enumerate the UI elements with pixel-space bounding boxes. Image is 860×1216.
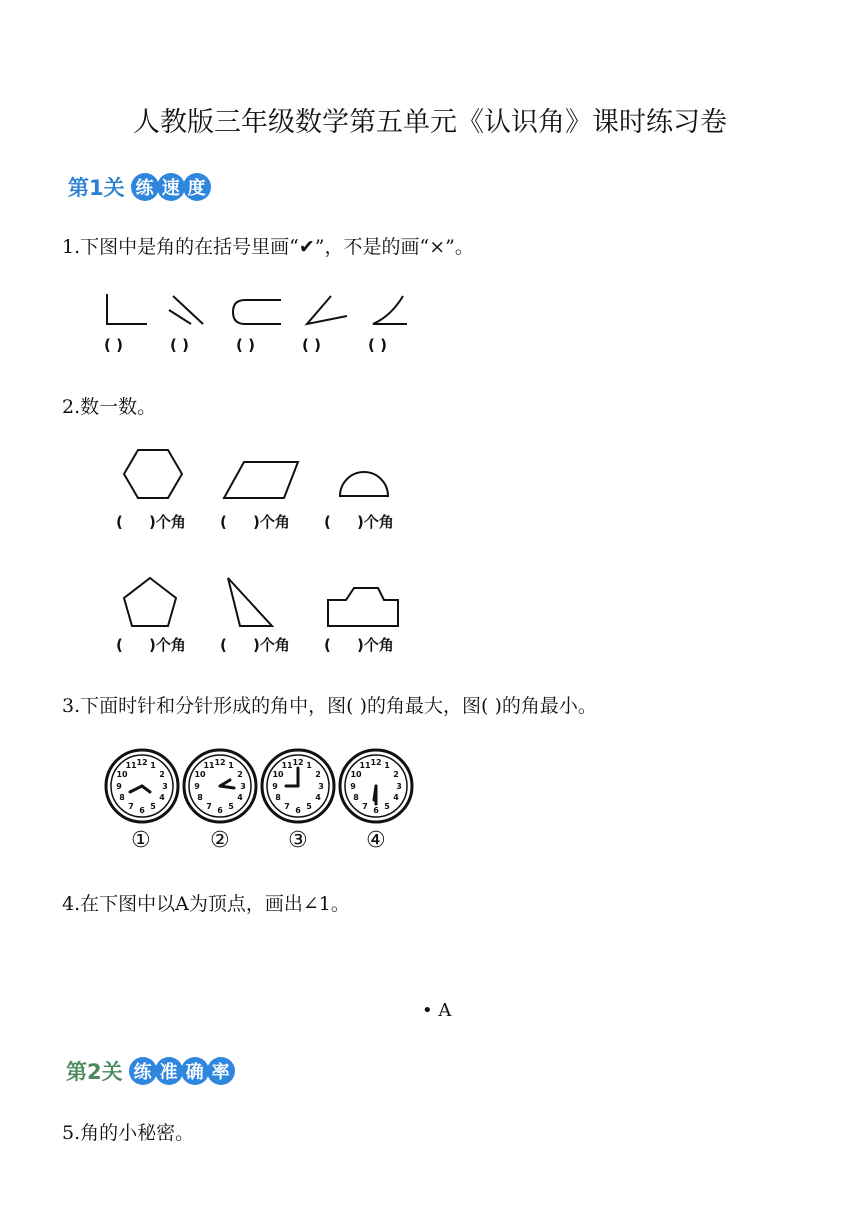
q2-answer-hexagon[interactable]: ( )个角 — [116, 513, 186, 531]
q1-answer-paren-1[interactable]: ( ) — [104, 336, 123, 354]
q2-answer-house[interactable]: ( )个角 — [324, 636, 394, 654]
question-1-text: 1.下图中是角的在括号里画“✔”，不是的画“×”。 — [62, 236, 474, 258]
q2-answer-parallelogram[interactable]: ( )个角 — [220, 513, 290, 531]
level-2-badge-1: 练 — [129, 1057, 157, 1085]
question-2-text: 2.数一数。 — [62, 396, 157, 418]
clock-4 — [340, 750, 412, 822]
q3-clocks: 12 12 3 678 91011 — [100, 748, 420, 826]
q1-answer-paren-3[interactable]: ( ) — [236, 336, 255, 354]
q2-shapes-row-2 — [110, 574, 410, 630]
q2-answer-triangle[interactable]: ( )个角 — [220, 636, 290, 654]
clock-1 — [106, 750, 178, 822]
q1-figure-angle — [307, 296, 347, 324]
hexagon-shape — [124, 450, 182, 498]
level-2-badge-2: 准 — [155, 1057, 183, 1085]
q1-figure-right-angle — [107, 294, 147, 324]
level-1-badge-3: 度 — [183, 173, 211, 201]
pentagon-shape — [124, 578, 176, 626]
level-2-badges — [129, 1057, 233, 1085]
triangle-shape — [228, 578, 272, 626]
q1-answer-paren-4[interactable]: ( ) — [302, 336, 321, 354]
question-3-text: 3.下面时针和分针形成的角中，图( )的角最大，图( )的角最小。 — [62, 695, 597, 717]
clock-label-4: ④ — [366, 828, 386, 853]
parallelogram-shape — [224, 462, 298, 498]
q2-shapes-row-1 — [110, 446, 410, 502]
vertex-point-a[interactable]: • A — [422, 1000, 452, 1021]
question-4-text: 4.在下图中以A为顶点，画出∠1。 — [62, 893, 350, 915]
q2-answer-semicircle[interactable]: ( )个角 — [324, 513, 394, 531]
level-1-badges — [131, 173, 209, 201]
level-1-badge-1: 练 — [131, 173, 159, 201]
level-1-label: 第1关 — [68, 176, 125, 200]
question-5-text: 5.角的小秘密。 — [62, 1122, 195, 1144]
level-1-header — [68, 172, 209, 202]
level-1-badge-2: 速 — [157, 173, 185, 201]
q1-answer-paren-2[interactable]: ( ) — [170, 336, 189, 354]
clock-2 — [184, 750, 256, 822]
level-2-badge-4: 率 — [207, 1057, 235, 1085]
q1-figure-curve-angle — [373, 296, 407, 324]
q1-figures — [95, 288, 425, 336]
clock-label-1: ① — [131, 828, 151, 853]
q1-figure-curved — [233, 300, 281, 324]
level-2-badge-3: 确 — [181, 1057, 209, 1085]
q1-figure-broken-lines — [169, 296, 203, 324]
clock-label-2: ② — [210, 828, 230, 853]
level-2-header — [66, 1056, 233, 1086]
q1-answer-paren-5[interactable]: ( ) — [368, 336, 387, 354]
clock-3 — [262, 750, 334, 822]
clock-label-3: ③ — [288, 828, 308, 853]
page-title: 人教版三年级数学第五单元《认识角》课时练习卷 — [133, 107, 727, 138]
level-2-label: 第2关 — [66, 1060, 123, 1084]
house-shape — [328, 588, 398, 626]
q2-answer-pentagon[interactable]: ( )个角 — [116, 636, 186, 654]
semicircle-shape — [340, 472, 388, 496]
